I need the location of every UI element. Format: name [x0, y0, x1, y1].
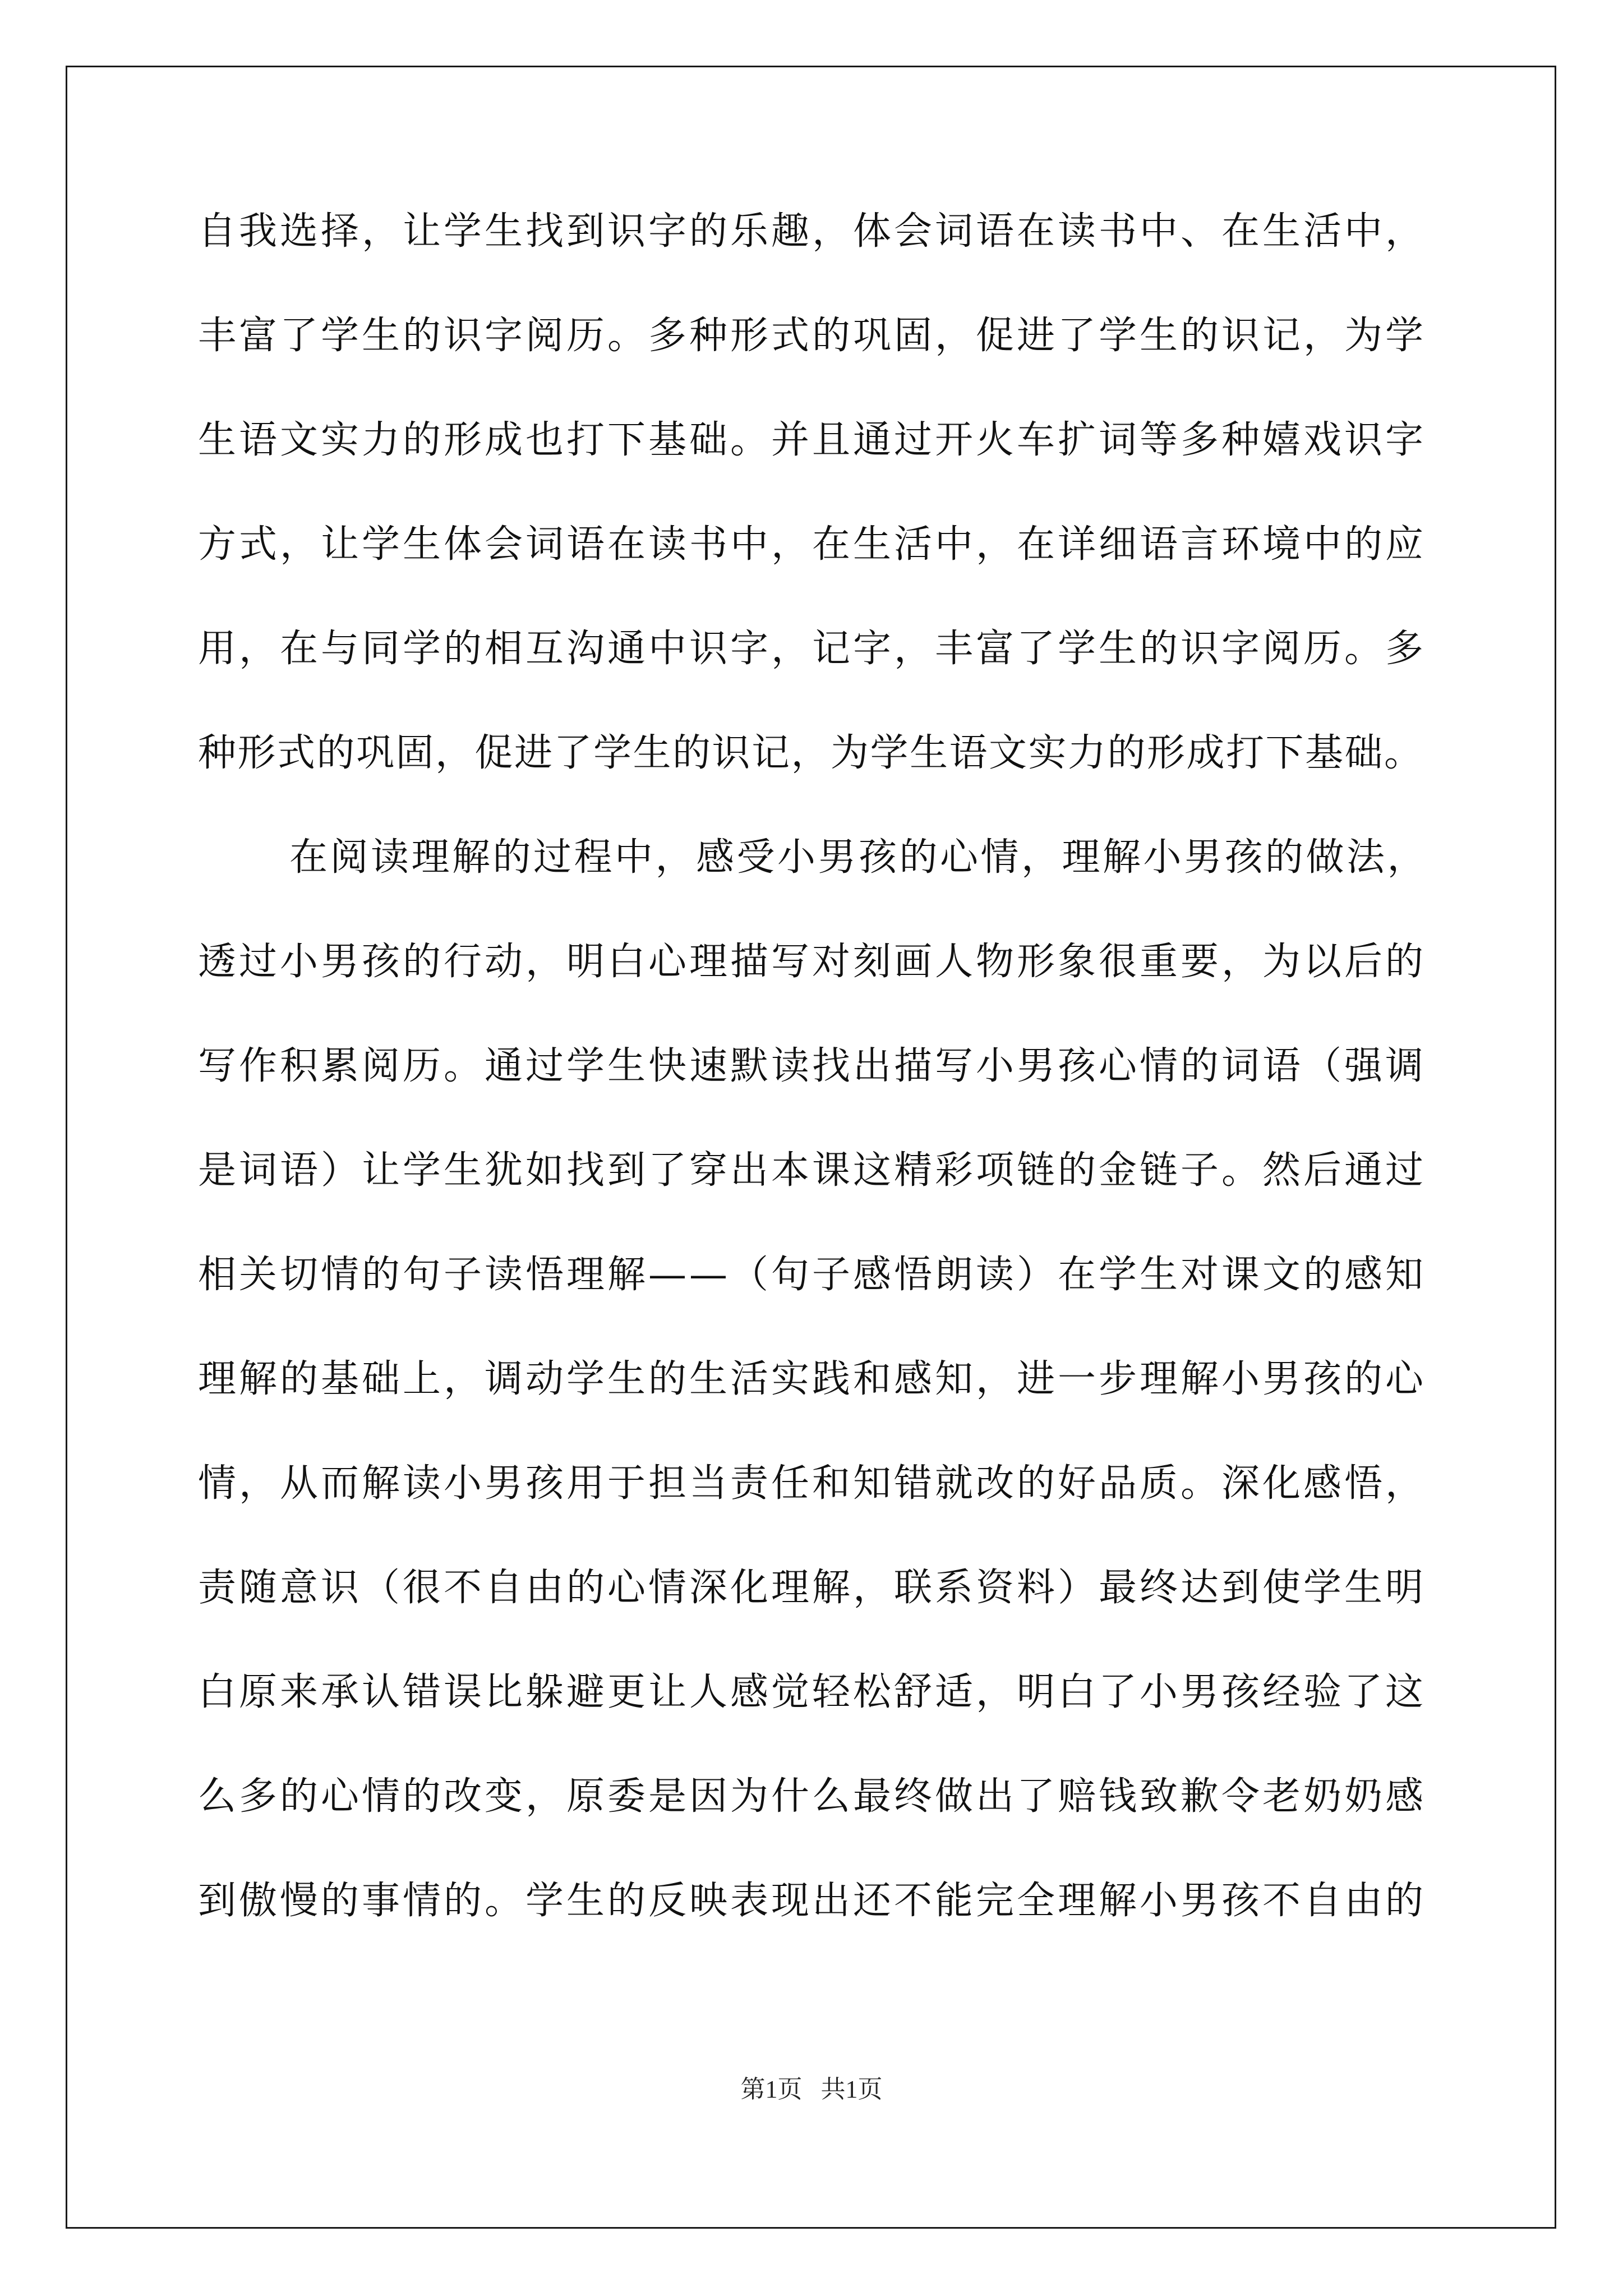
- text-line: 丰富了学生的识字阅历。多种形式的巩固，促进了学生的识记，为学: [198, 314, 1427, 358]
- text-line: 情，从而解读小男孩用于担当责任和知错就改的好品质。深化感悟，: [198, 1461, 1427, 1506]
- page-number-footer: 第1页 共1页: [740, 2076, 883, 2103]
- text-line: 白原来承认错误比躲避更让人感觉轻松舒适，明白了小男孩经验了这: [198, 1670, 1427, 1714]
- text-line: 用，在与同学的相互沟通中识字，记字，丰富了学生的识字阅历。多: [198, 627, 1427, 671]
- text-line: 生语文实力的形成也打下基础。并且通过开火车扩词等多种嬉戏识字: [198, 418, 1427, 462]
- paragraph-first-line: 在阅读理解的过程中，感受小男孩的心情，理解小男孩的做法，: [289, 835, 1428, 880]
- text-line: 写作积累阅历。通过学生快速默读找出描写小男孩心情的词语（强调: [198, 1044, 1427, 1088]
- text-line: 透过小男孩的行动，明白心理描写对刻画人物形象很重要，为以后的: [198, 940, 1427, 984]
- text-line: 么多的心情的改变，原委是因为什么最终做出了赔钱致歉令老奶奶感: [198, 1774, 1427, 1819]
- text-line: 责随意识（很不自由的心情深化理解，联系资料）最终达到使学生明: [198, 1566, 1427, 1610]
- text-line: 种形式的巩固，促进了学生的识记，为学生语文实力的形成打下基础。: [198, 731, 1424, 775]
- text-line: 方式，让学生体会词语在读书中，在生活中，在详细语言环境中的应: [198, 522, 1427, 567]
- text-line: 相关切情的句子读悟理解——（句子感悟朗读）在学生对课文的感知: [198, 1253, 1427, 1297]
- text-line: 到傲慢的事情的。学生的反映表现出还不能完全理解小男孩不自由的: [198, 1879, 1427, 1923]
- text-line: 自我选择，让学生找到识字的乐趣，体会词语在读书中、在生活中，: [198, 209, 1427, 254]
- text-line: 是词语）让学生犹如找到了穿出本课这精彩项链的金链子。然后通过: [198, 1148, 1427, 1193]
- text-line: 理解的基础上，调动学生的生活实践和感知，进一步理解小男孩的心: [198, 1357, 1427, 1401]
